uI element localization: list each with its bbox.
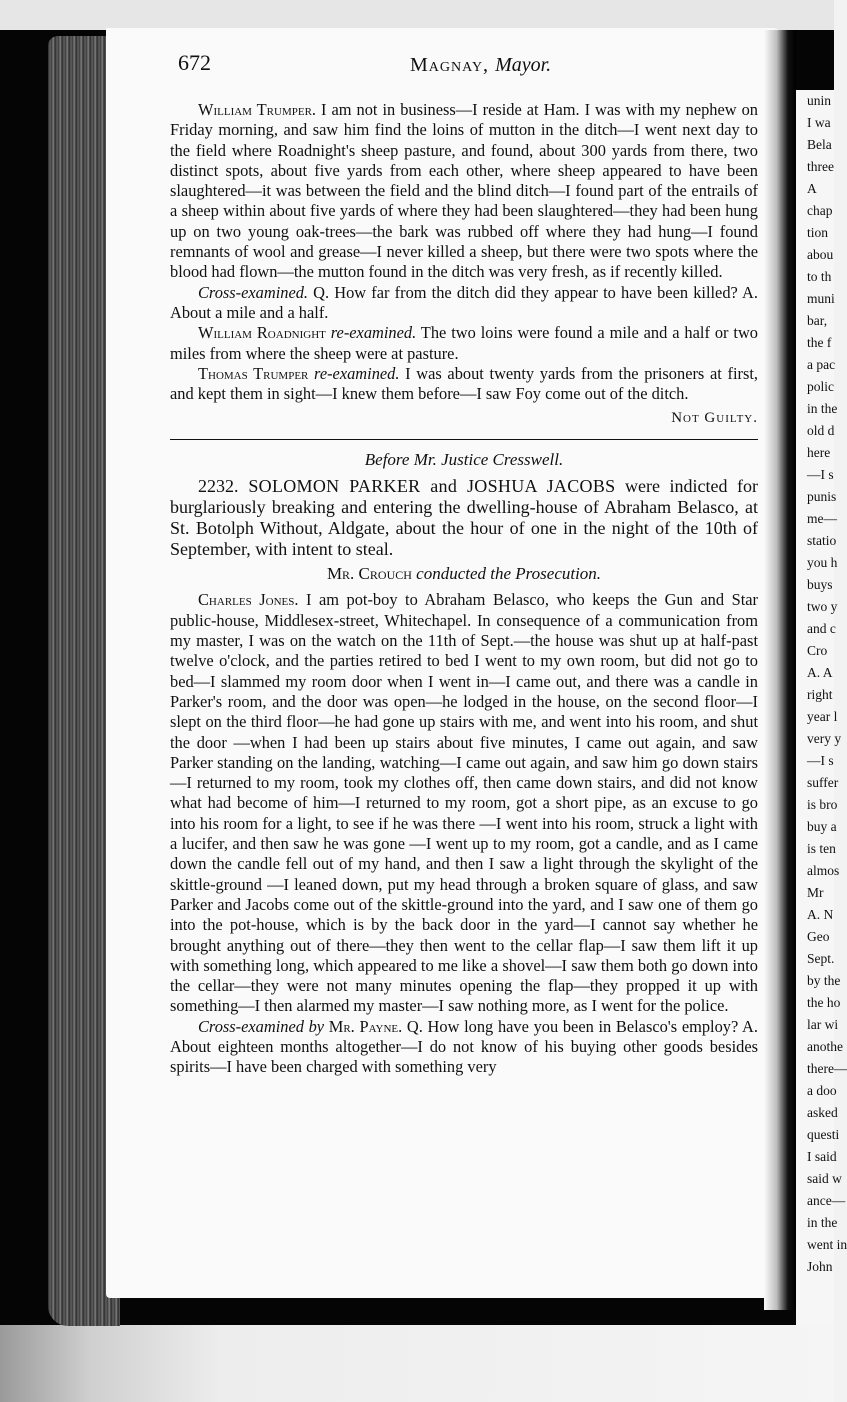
testimony-paragraph xyxy=(170,590,758,1016)
facing-page-line: a pac xyxy=(807,357,836,372)
facing-page-line: A. A xyxy=(807,665,833,680)
facing-page-line: by the xyxy=(807,973,841,988)
indictment-text: were indicted for burglariously breaking and entering the dwelling-house of Abraham Belasco, at St. Botolph Without, Aldgate, about the hour of one in the night of the 10th of September, with intent to steal. xyxy=(170,476,758,560)
testimony-text: I am pot-boy to Abraham Belasco, who keeps the Gun and Star public-house, Middlesex-street, Whitechapel. In consequence of a communication from my master, I was on the watch on the 11th of Sept.—the house was shut up at half-past twelve o'clock, and the parties retired to bed I went to my own room, but did not go to bed—I slammed my room door when I went in—I came out, and there was a candle in Parker's room, and the door was open—he lodged in the house, on the second floor—I slept on the third floor—he had gone up stairs with me, and went into his room, and shut the door —when I had been up stairs about five minutes, I came out again, and saw Parker standing on the landing, watching—I came out again, and saw him go down stairs—I returned to my room, took my clothes off, then came down stairs, and did not know what had become of him—I returned to my room, got a short pipe, as an excuse to go into his room for a light, to see if he was there —I went into his room, struck a light with a lucifer, and then saw he was gone —I went up to my room, got a candle, and as I came down the candle fell out of my hand, and then I saw a light through the skylight of the skittle-ground —I leaned down, put my head through a broken square of glass, and saw Parker and Jacobs come out of the skittle-ground into the yard, and I saw one of them go into the pot-house, which is by the back door in the yard—I cannot say whether he brought anything out of there—they then went to the cellar flap—I saw them lift it up with something long, which appeared to me like a shovel—I saw them both go down into the cellar—they were not many minutes opening the flap—they propped it up with something—I then alarmed my master—I saw nothing more, as I went for the police. xyxy=(170,590,758,1016)
facing-page-line: is bro xyxy=(807,797,838,812)
witness-name: William Roadnight xyxy=(198,323,326,343)
facing-page-line: anothe xyxy=(807,1039,843,1054)
running-title-name: Magnay, xyxy=(410,54,490,76)
facing-page-line: tion xyxy=(807,225,829,240)
facing-page-line: buy a xyxy=(807,819,837,834)
testimony-text: Q. How far from the ditch did they appear to have been killed? A. About a mile and a half. xyxy=(170,282,758,322)
case-heading xyxy=(170,476,758,560)
section-divider xyxy=(170,439,758,440)
facing-page-line: old d xyxy=(807,423,835,438)
running-title xyxy=(410,54,551,77)
facing-page-line: Mr xyxy=(807,885,824,900)
exam-label: Cross-examined. xyxy=(198,282,309,302)
facing-page-line: bar, xyxy=(807,313,828,328)
page-header xyxy=(178,50,768,84)
prosecution-line xyxy=(170,564,758,584)
facing-page-line: in the xyxy=(807,1215,838,1230)
facing-page-line: muni xyxy=(807,291,835,306)
facing-page-line: the f xyxy=(807,335,832,350)
facing-page-line: Cro xyxy=(807,643,828,658)
facing-page-line: right xyxy=(807,687,833,702)
facing-page-line: —I s xyxy=(807,467,834,482)
defendant-names: SOLOMON PARKER and JOSHUA JACOBS xyxy=(238,476,616,497)
scan-background-bottom xyxy=(0,1325,834,1402)
testimony-text: The two loins were found a mile and a half or two miles from where the sheep were at pasture. xyxy=(170,323,758,363)
facing-page-line: here xyxy=(807,445,831,460)
case-number: 2232. xyxy=(198,476,239,497)
facing-page-line: two y xyxy=(807,599,838,614)
facing-page-line: buys xyxy=(807,577,833,592)
facing-page-line: almos xyxy=(807,863,840,878)
testimony-text: I was about twenty yards from the prisoners at first, and kept them in sight—I knew them before—I saw Foy come out of the ditch. xyxy=(170,363,758,404)
facing-page-line: chap xyxy=(807,203,833,218)
testimony-paragraph xyxy=(170,323,758,364)
facing-page-line: I wa xyxy=(807,115,831,130)
counsel-name: Mr. Payne. xyxy=(324,1016,403,1036)
testimony-paragraph xyxy=(170,1017,758,1078)
testimony-text: I am not in business—I reside at Ham. I was with my nephew on Friday morning, and saw him find the loins of mutton in the ditch—I went next day to the field where Roadnight's sheep pasture, and found, about 300 yards from there, two distinct spots, about five yards from each other, where sheep appeared to have been slaughtered—it was between the field and the blind ditch—I found part of the entrails of a sheep within about five yards of where they had been slaughtered—they had been hung up on two young oak-trees—the bark was rubbed off where they had hung—I found remnants of wool and grease—I never killed a sheep, but there were two spots where the blood had flown—the mutton found in the ditch was very fresh, as if recently killed. xyxy=(170,100,758,282)
facing-page-line: I said xyxy=(807,1149,837,1164)
page-number: 672 xyxy=(178,50,211,75)
facing-page-line: very y xyxy=(807,731,842,746)
facing-page-line: questi xyxy=(807,1127,840,1142)
facing-page-line: three xyxy=(807,159,834,174)
prosecution-text: conducted the Prosecution. xyxy=(411,564,602,584)
witness-name: Charles Jones. xyxy=(198,590,299,610)
book-gutter xyxy=(764,30,796,1310)
testimony-text: Q. How long have you been in Belasco's employ? A. About eighteen months altogether—I do not know of his buying other goods besides spirits—I have been charged with something very xyxy=(170,1016,758,1077)
facing-page-line: went in xyxy=(807,1237,847,1252)
facing-page-line: is ten xyxy=(807,841,836,856)
testimony-paragraph xyxy=(170,100,758,283)
facing-page-line: Geo xyxy=(807,929,830,944)
facing-page-line: punis xyxy=(807,489,837,504)
witness-name: William Trumper. xyxy=(198,100,317,119)
facing-page-line: lar wi xyxy=(807,1017,839,1032)
exam-label: Cross-examined by xyxy=(198,1016,325,1036)
facing-page-line: to th xyxy=(807,269,832,284)
facing-page-line: suffer xyxy=(807,775,839,790)
verdict: Not Guilty. xyxy=(671,410,758,427)
facing-page-line: year l xyxy=(807,709,838,724)
facing-page-line: asked xyxy=(807,1105,838,1120)
witness-name: Thomas Trumper xyxy=(198,363,309,383)
facing-page-line: and c xyxy=(807,621,836,636)
exam-label: re-examined. xyxy=(325,323,417,343)
facing-page-fragment xyxy=(796,90,847,1325)
facing-page-line: Bela xyxy=(807,137,832,152)
facing-page-line: you h xyxy=(807,555,838,570)
facing-page-line: A xyxy=(807,181,817,196)
testimony-paragraph xyxy=(170,364,758,405)
facing-page-line: Sept. xyxy=(807,951,835,966)
facing-page-line: the ho xyxy=(807,995,841,1010)
facing-page-line: said w xyxy=(807,1171,842,1186)
facing-page-line: abou xyxy=(807,247,834,262)
facing-page-line: polic xyxy=(807,379,834,394)
facing-page-line: a doo xyxy=(807,1083,837,1098)
exam-label: re-examined. xyxy=(308,363,400,383)
facing-page-line: statio xyxy=(807,533,837,548)
testimony-paragraph xyxy=(170,283,758,324)
facing-page-line: me— xyxy=(807,511,837,526)
facing-page-line: ance— xyxy=(807,1193,846,1208)
facing-page-line: unin xyxy=(807,93,832,108)
facing-page-line: there— xyxy=(807,1061,847,1076)
running-title-office: Mayor. xyxy=(495,54,552,76)
facing-page-line: John xyxy=(807,1259,833,1274)
prosecutor-name: Mr. Crouch xyxy=(326,564,412,584)
facing-page-line: —I s xyxy=(807,753,834,768)
judge-heading: Before Mr. Justice Cresswell. xyxy=(364,450,564,470)
page-body xyxy=(170,100,758,1078)
facing-page-line: in the xyxy=(807,401,838,416)
facing-page-line: A. N xyxy=(807,907,834,922)
